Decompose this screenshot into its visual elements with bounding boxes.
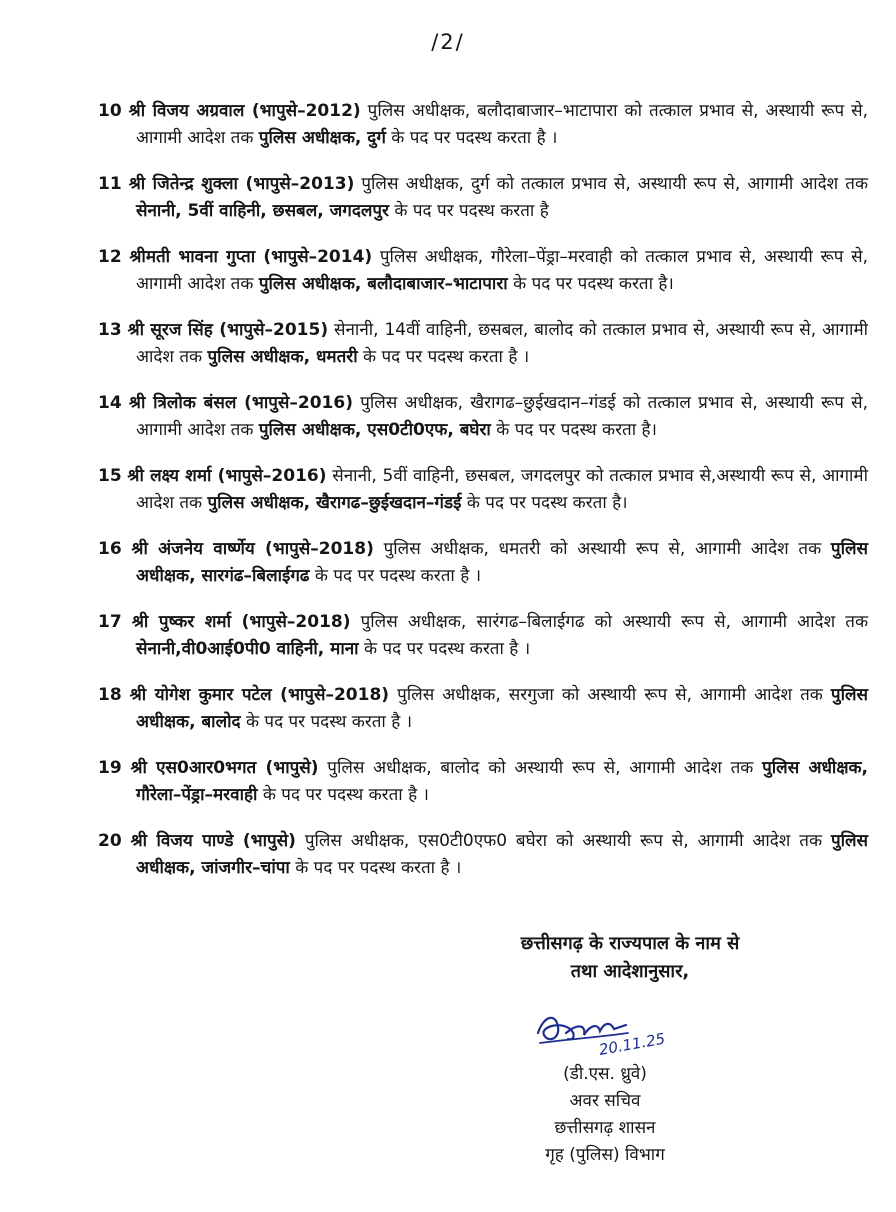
item-suffix: के पद पर पदस्थ करता है	[389, 201, 549, 221]
item-suffix: के पद पर पदस्थ करता है ।	[309, 566, 482, 586]
order-list	[98, 98, 868, 901]
officer-name: श्री सूरज सिंह (भापुसे–2015)	[127, 320, 329, 340]
item-number: 20	[98, 831, 122, 851]
new-post: पुलिस अधीक्षक, एस0टी0एफ, बघेरा	[258, 420, 491, 440]
officer-name: श्री योगेश कुमार पटेल (भापुसे–2018)	[129, 685, 390, 705]
officer-name: श्री अंजनेय वार्ष्णेय (भापुसे–2018)	[131, 539, 374, 559]
item-text: पुलिस अधीक्षक, खैरागढ–छुईखदान–गंडई को तत्काल प्रभाव से, अस्थायी रूप से, आगामी आदेश तक	[136, 393, 869, 440]
officer-name: श्री त्रिलोक बंसल (भापुसे–2016)	[128, 393, 353, 413]
item-number: 14	[98, 393, 122, 413]
new-post: सेनानी, 5वीं वाहिनी, छसबल, जगदलपुर	[136, 201, 390, 221]
item-number: 12	[98, 247, 122, 267]
new-post: पुलिस अधीक्षक, दुर्ग	[258, 128, 386, 148]
new-post: पुलिस अधीक्षक, बालोद	[136, 685, 868, 732]
item-number: 18	[98, 685, 122, 705]
signatory-designation: अवर सचिव	[569, 1091, 641, 1111]
item-suffix: के पद पर पदस्थ करता है।	[490, 420, 657, 440]
new-post: पुलिस अधीक्षक, खैरागढ–छुईखदान–गंडई	[207, 493, 462, 513]
item-text: पुलिस अधीक्षक, धमतरी को अस्थायी रूप से, आगामी आदेश तक	[373, 539, 831, 559]
order-item-17	[98, 609, 868, 663]
item-suffix: के पद पर पदस्थ करता है ।	[357, 347, 530, 367]
order-item-12	[98, 244, 868, 298]
officer-name: श्री विजय अग्रवाल (भापुसे–2012)	[128, 101, 361, 121]
order-item-19	[98, 755, 868, 809]
order-item-14	[98, 390, 868, 444]
order-item-15	[98, 463, 868, 517]
item-text: पुलिस अधीक्षक, गौरेला–पेंड्रा–मरवाही को तत्काल प्रभाव से, अस्थायी रूप से, आगामी आदेश तक	[136, 247, 868, 294]
item-number: 13	[98, 320, 122, 340]
new-post: पुलिस अधीक्षक, धमतरी	[207, 347, 358, 367]
item-text: पुलिस अधीक्षक, दुर्ग को तत्काल प्रभाव से, अस्थायी रूप से, आगामी आदेश तक	[354, 174, 869, 194]
order-item-13	[98, 317, 868, 371]
signatory-department: छत्तीसगढ़ शासन	[554, 1118, 656, 1138]
page-number: /2/	[431, 30, 465, 54]
item-text: पुलिस अधीक्षक, सरगुजा को अस्थायी रूप से, आगामी आदेश तक	[389, 685, 831, 705]
order-item-16	[98, 536, 868, 590]
officer-name: श्री जितेन्द्र शुक्ला (भापुसे–2013)	[128, 174, 355, 194]
item-text: सेनानी, 14वीं वाहिनी, छसबल, बालोद को तत्काल प्रभाव से, अस्थायी रूप से, आगामी आदेश तक	[136, 320, 869, 367]
officer-name: श्री पुष्कर शर्मा (भापुसे–2018)	[131, 612, 351, 632]
item-suffix: के पद पर पदस्थ करता है।	[507, 274, 674, 294]
item-text: पुलिस अधीक्षक, एस0टी0एफ0 बघेरा को अस्थायी रूप से, आगामी आदेश तक	[295, 831, 831, 851]
new-post: पुलिस अधीक्षक, बलौदाबाजार–भाटापारा	[258, 274, 508, 294]
item-text: पुलिस अधीक्षक, बालोद को अस्थायी रूप से, आगामी आदेश तक	[318, 758, 763, 778]
item-number: 15	[98, 466, 122, 486]
officer-name: श्री विजय पाण्डे (भापुसे)	[130, 831, 296, 851]
signatory-name: (डी.एस. ध्रुवे)	[563, 1064, 647, 1084]
signatory-division: गृह (पुलिस) विभाग	[545, 1145, 665, 1165]
new-post: पुलिस अधीक्षक, सारगंढ–बिलाईगढ	[136, 539, 868, 586]
item-suffix: के पद पर पदस्थ करता है ।	[289, 858, 462, 878]
new-post: पुलिस अधीक्षक, गौरेला–पेंड्रा–मरवाही	[136, 758, 869, 805]
item-suffix: के पद पर पदस्थ करता है ।	[358, 639, 531, 659]
closing-authority	[480, 930, 780, 986]
item-number: 16	[98, 539, 122, 559]
handwritten-signature	[530, 1003, 680, 1061]
new-post: सेनानी,वी0आई0पी0 वाहिनी, माना	[136, 639, 359, 659]
officer-name: श्री एस0आर0भगत (भापुसे)	[130, 758, 319, 778]
item-text: सेनानी, 5वीं वाहिनी, छसबल, जगदलपुर को तत्काल प्रभाव से,अस्थायी रूप से, आगामी आदेश तक	[136, 466, 868, 513]
closing-line-2: तथा आदेशानुसार,	[570, 961, 690, 982]
closing-line-1: छत्तीसगढ़ के राज्यपाल के नाम से	[520, 933, 740, 954]
item-number: 17	[98, 612, 122, 632]
item-number: 19	[98, 758, 122, 778]
new-post: पुलिस अधीक्षक, जांजगीर–चांपा	[136, 831, 869, 878]
item-suffix: के पद पर पदस्थ करता है ।	[257, 785, 429, 805]
item-text: पुलिस अधीक्षक, बलौदाबाजार–भाटापारा को तत्काल प्रभाव से, अस्थायी रूप से, आगामी आदेश तक	[136, 101, 869, 148]
item-number: 10	[98, 101, 122, 121]
item-suffix: के पद पर पदस्थ करता है।	[461, 493, 628, 513]
item-text: पुलिस अधीक्षक, सारंगढ–बिलाईगढ को अस्थायी रूप से, आगामी आदेश तक	[350, 612, 869, 632]
item-number: 11	[98, 174, 122, 194]
item-suffix: के पद पर पदस्थ करता है ।	[385, 128, 558, 148]
signature-date: 20.11.25	[597, 1029, 667, 1059]
order-item-10	[98, 98, 868, 152]
signature-block	[505, 1003, 705, 1169]
order-item-18	[98, 682, 868, 736]
order-item-20	[98, 828, 868, 882]
item-suffix: के पद पर पदस्थ करता है ।	[240, 712, 413, 732]
order-item-11	[98, 171, 868, 225]
officer-name: श्री लक्ष्य शर्मा (भापुसे–2016)	[127, 466, 327, 486]
officer-name: श्रीमती भावना गुप्ता (भापुसे–2014)	[129, 247, 373, 267]
